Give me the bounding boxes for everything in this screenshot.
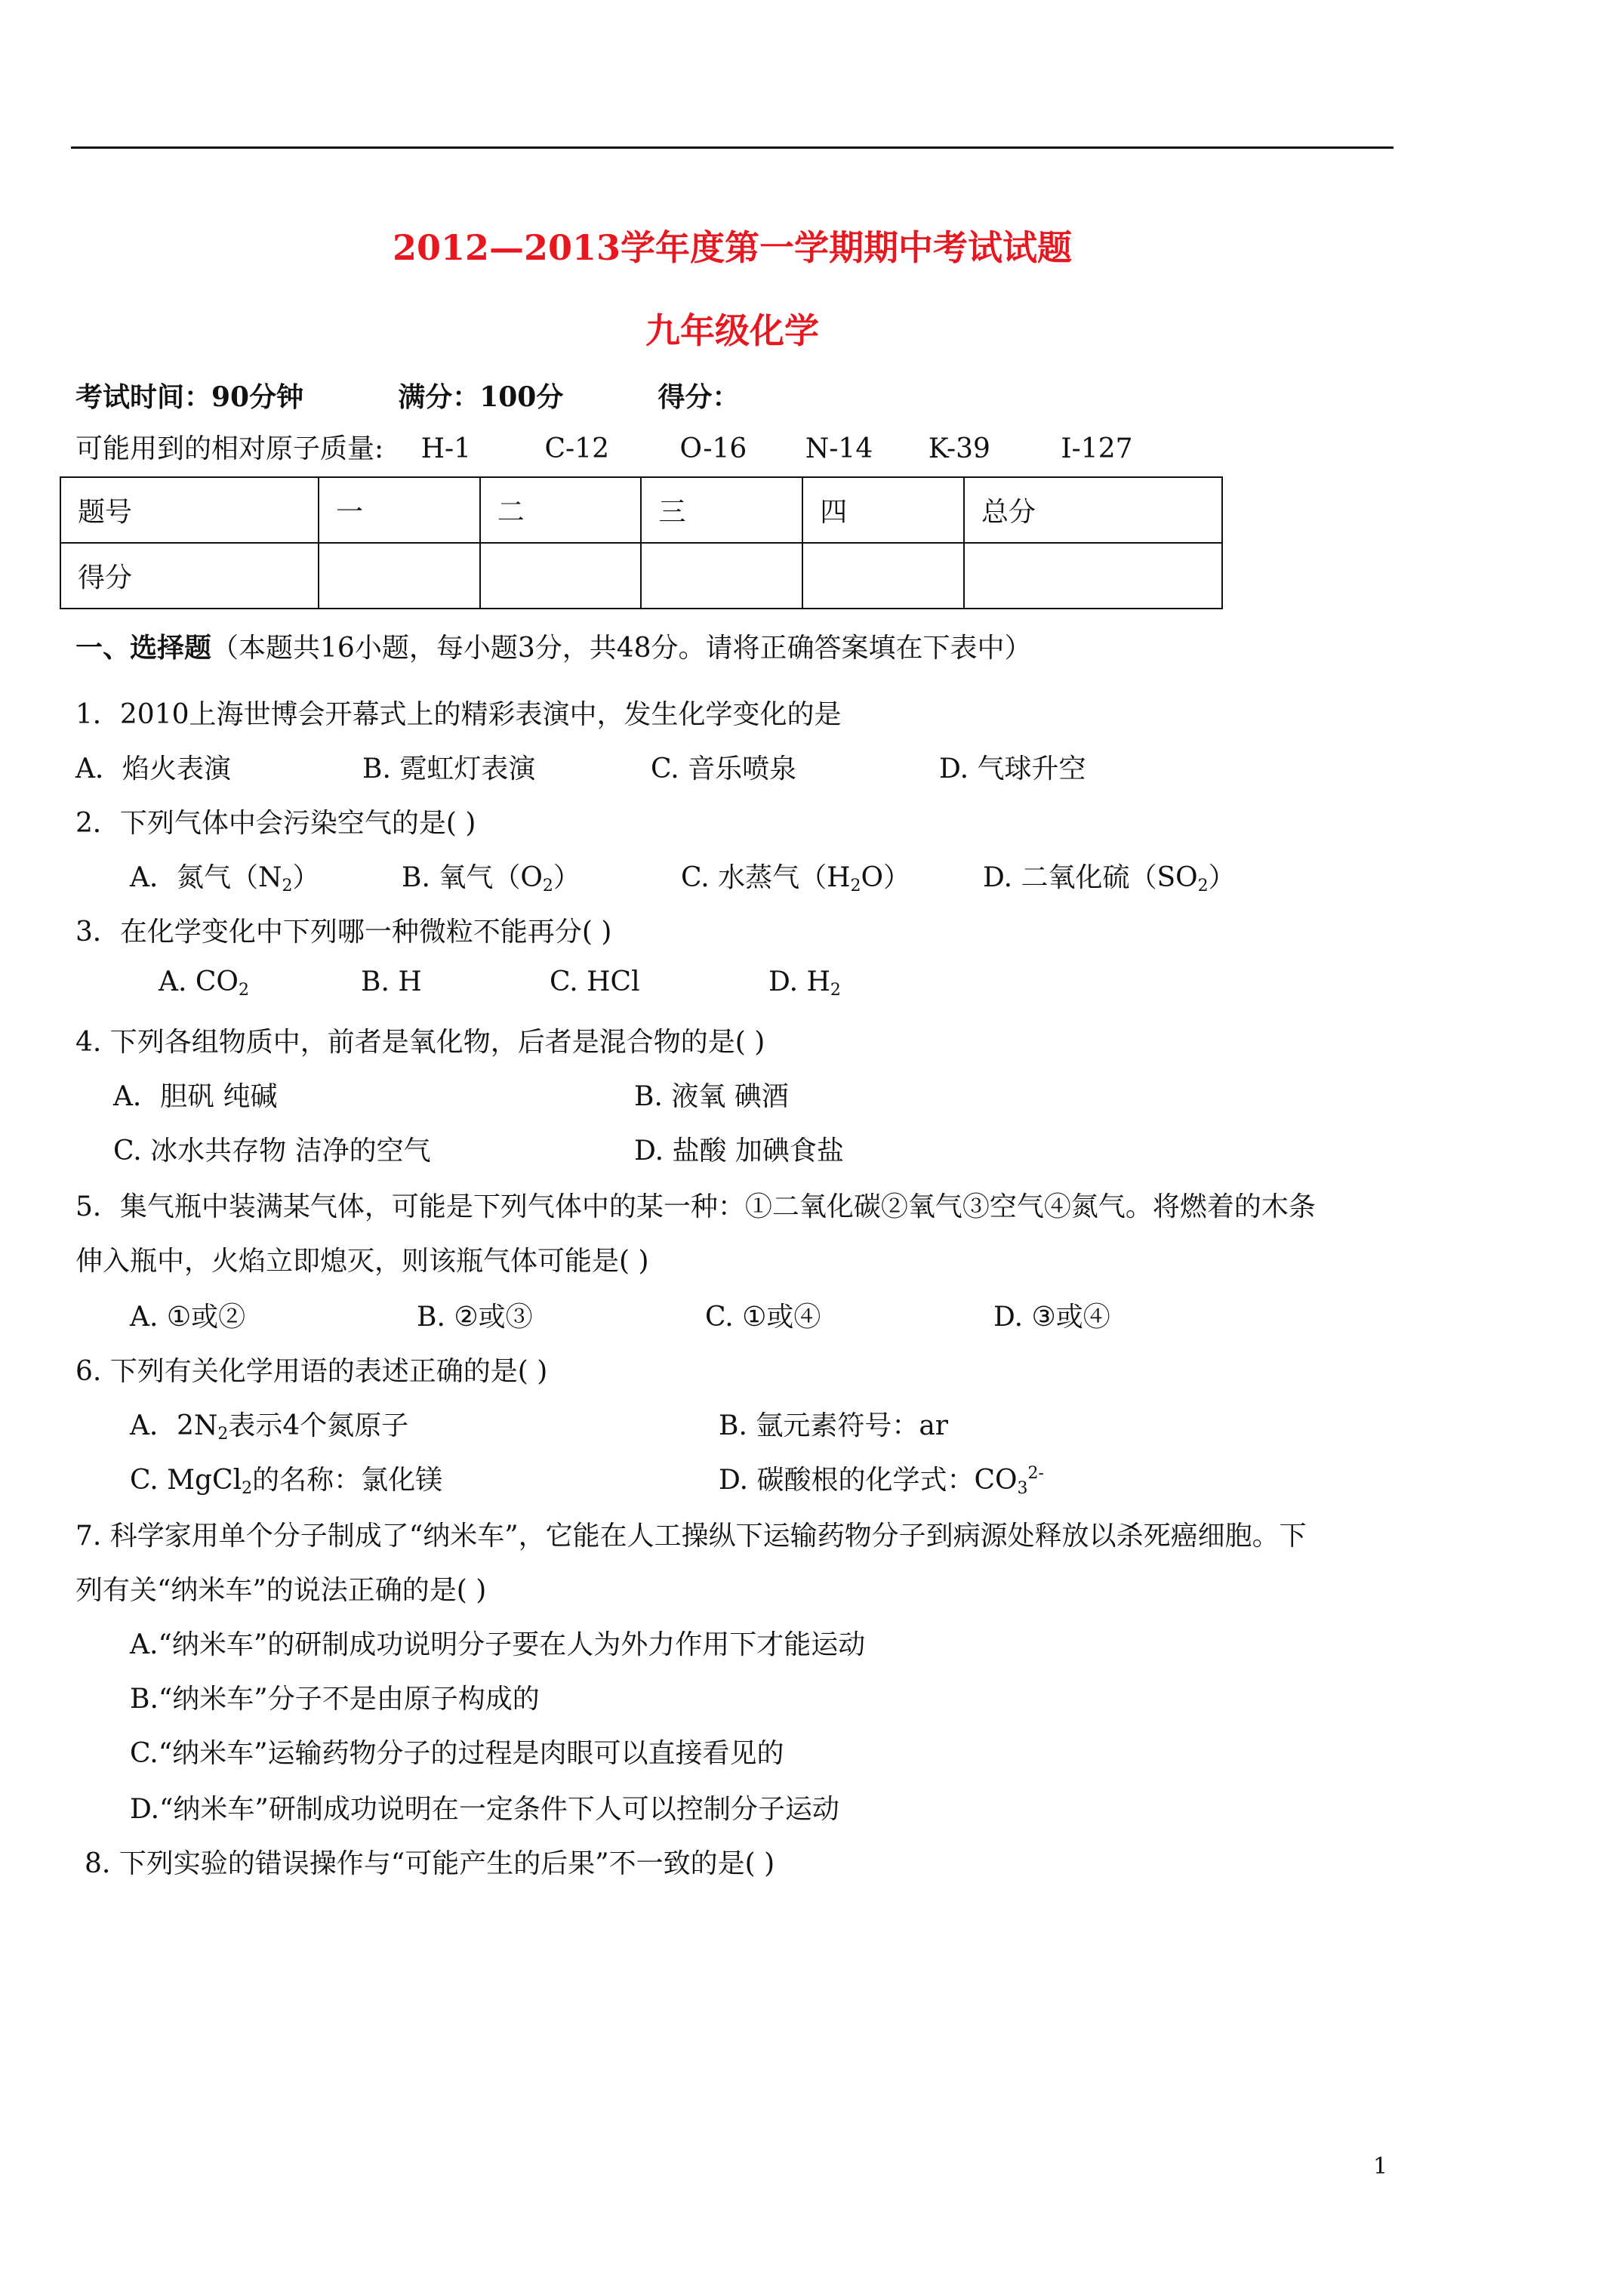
exam-title: 2012—2013学年度第一学期期中考试试题 (392, 227, 1073, 268)
section-heading (75, 627, 1032, 665)
option: C. MgCl$_2$的名称：氯化镁 (130, 1465, 443, 1498)
table-cell: 二 (480, 477, 642, 543)
atomic-mass-value: N-14 (805, 433, 873, 464)
question-7-stem-line2: 列有关“纳米车”的说法正确的是( ) (75, 1575, 487, 1606)
question-4-stem: 4. 下列各组物质中，前者是氧化物，后者是混合物的是( ) (75, 1027, 765, 1058)
atomic-mass-value: K-39 (928, 433, 990, 464)
question-7-stem-line1: 7. 科学家用单个分子制成了“纳米车”，它能在人工操纵下运输药物分子到病源处释放以杀死癌细胞。下 (75, 1521, 1307, 1552)
question-4-options-row2 (113, 1130, 844, 1168)
table-cell: 题号 (60, 477, 319, 543)
option: C.“纳米车”运输药物分子的过程是肉眼可以直接看见的 (130, 1738, 784, 1769)
option: A．胆矾 纯碱 (113, 1081, 278, 1112)
option: B. 氧气$(O_2)$ (402, 862, 581, 895)
option: C. 水蒸气$(H_2O)$ (681, 862, 911, 895)
question-2-options (130, 856, 1236, 895)
section-title: 一、选择题 (75, 632, 212, 664)
table-cell[interactable] (480, 543, 642, 609)
option: D. 二氧化硫$(SO_2)$ (983, 862, 1236, 895)
exam-subtitle: 九年级化学 (645, 310, 819, 351)
question-5-stem-line2: 伸入瓶中，火焰立即熄灭，则该瓶气体可能是( ) (75, 1246, 649, 1277)
table-cell: 一 (319, 477, 480, 543)
question-4-options-row1 (113, 1075, 789, 1114)
atomic-mass-line (75, 427, 1133, 466)
option: A.“纳米车”的研制成功说明分子要在人为外力作用下才能运动 (130, 1629, 866, 1660)
option: B. H (361, 966, 422, 997)
option: D. 气球升空 (939, 754, 1086, 784)
option: B. 液氧 碘酒 (634, 1081, 789, 1112)
exam-full-score: 满分：100分 (398, 381, 564, 413)
option: D. ③或④ (993, 1302, 1110, 1333)
option: B.“纳米车”分子不是由原子构成的 (130, 1684, 540, 1715)
question-5-stem-line1: 5．集气瓶中装满某气体，可能是下列气体中的某一种：①二氧化碳②氧气③空气④氮气。将燃着的木条 (75, 1191, 1316, 1222)
option: A．氮气$(N_2)$ (130, 862, 320, 895)
option: B. 霓虹灯表演 (362, 754, 536, 784)
section-note: （本题共16小题，每小题3分，共48分。请将正确答案填在下表中） (211, 633, 1032, 664)
table-row (60, 477, 1222, 543)
atomic-mass-label: 可能用到的相对原子质量: (75, 433, 384, 464)
table-cell[interactable] (964, 543, 1222, 609)
question-6-options-row2 (130, 1459, 1044, 1498)
question-6-options-row1 (130, 1404, 948, 1444)
option: A. $CO_2$ (159, 966, 249, 1000)
question-2-stem: 2．下列气体中会污染空气的是( ) (75, 808, 476, 839)
atomic-mass-value: I-127 (1061, 433, 1133, 464)
table-cell: 得分 (60, 543, 319, 609)
option: D.“纳米车”研制成功说明在一定条件下人可以控制分子运动 (130, 1794, 839, 1825)
table-cell: 总分 (964, 477, 1222, 543)
exam-score: 得分： (658, 381, 740, 413)
question-1-options (75, 747, 1086, 786)
option: A．焰火表演 (75, 754, 231, 784)
question-3-stem: 3．在化学变化中下列哪一种微粒不能再分( ) (75, 917, 612, 948)
table-cell[interactable] (641, 543, 802, 609)
question-8-stem: 8. 下列实验的错误操作与“可能产生的后果”不一致的是( ) (85, 1848, 775, 1879)
page-number: 1 (1373, 2153, 1388, 2180)
option: B. ②或③ (417, 1302, 533, 1333)
option: D. 盐酸 加碘食盐 (634, 1136, 844, 1166)
question-6-stem: 6. 下列有关化学用语的表述正确的是( ) (75, 1356, 548, 1387)
option: B. 氩元素符号：ar (719, 1410, 949, 1441)
table-cell[interactable] (319, 543, 480, 609)
option: C. 音乐喷泉 (651, 754, 797, 784)
option: D. $H_2$ (768, 966, 841, 1000)
exam-info (75, 376, 739, 415)
option: A．$2N_2$表示4个氮原子 (130, 1410, 409, 1444)
score-table (60, 476, 1223, 609)
atomic-mass-value: O-16 (679, 433, 747, 464)
option: C. 冰水共存物 洁净的空气 (113, 1136, 431, 1166)
option: D. 碳酸根的化学式：$CO_3^{2-}$ (719, 1464, 1044, 1498)
option: C. ①或④ (705, 1302, 821, 1333)
question-3-options (159, 966, 841, 1000)
atomic-mass-value: H-1 (420, 433, 472, 464)
option: A. ①或② (130, 1302, 246, 1333)
table-cell[interactable] (802, 543, 964, 609)
question-1-stem: 1．2010上海世博会开幕式上的精彩表演中，发生化学变化的是 (75, 699, 842, 730)
atomic-mass-value: C-12 (544, 433, 610, 464)
table-cell: 四 (802, 477, 964, 543)
top-rule (71, 146, 1394, 149)
question-5-options (130, 1296, 1110, 1334)
exam-time: 考试时间：90分钟 (75, 381, 304, 413)
option: C. HCl (550, 966, 640, 997)
table-cell: 三 (641, 477, 802, 543)
table-row (60, 543, 1222, 609)
